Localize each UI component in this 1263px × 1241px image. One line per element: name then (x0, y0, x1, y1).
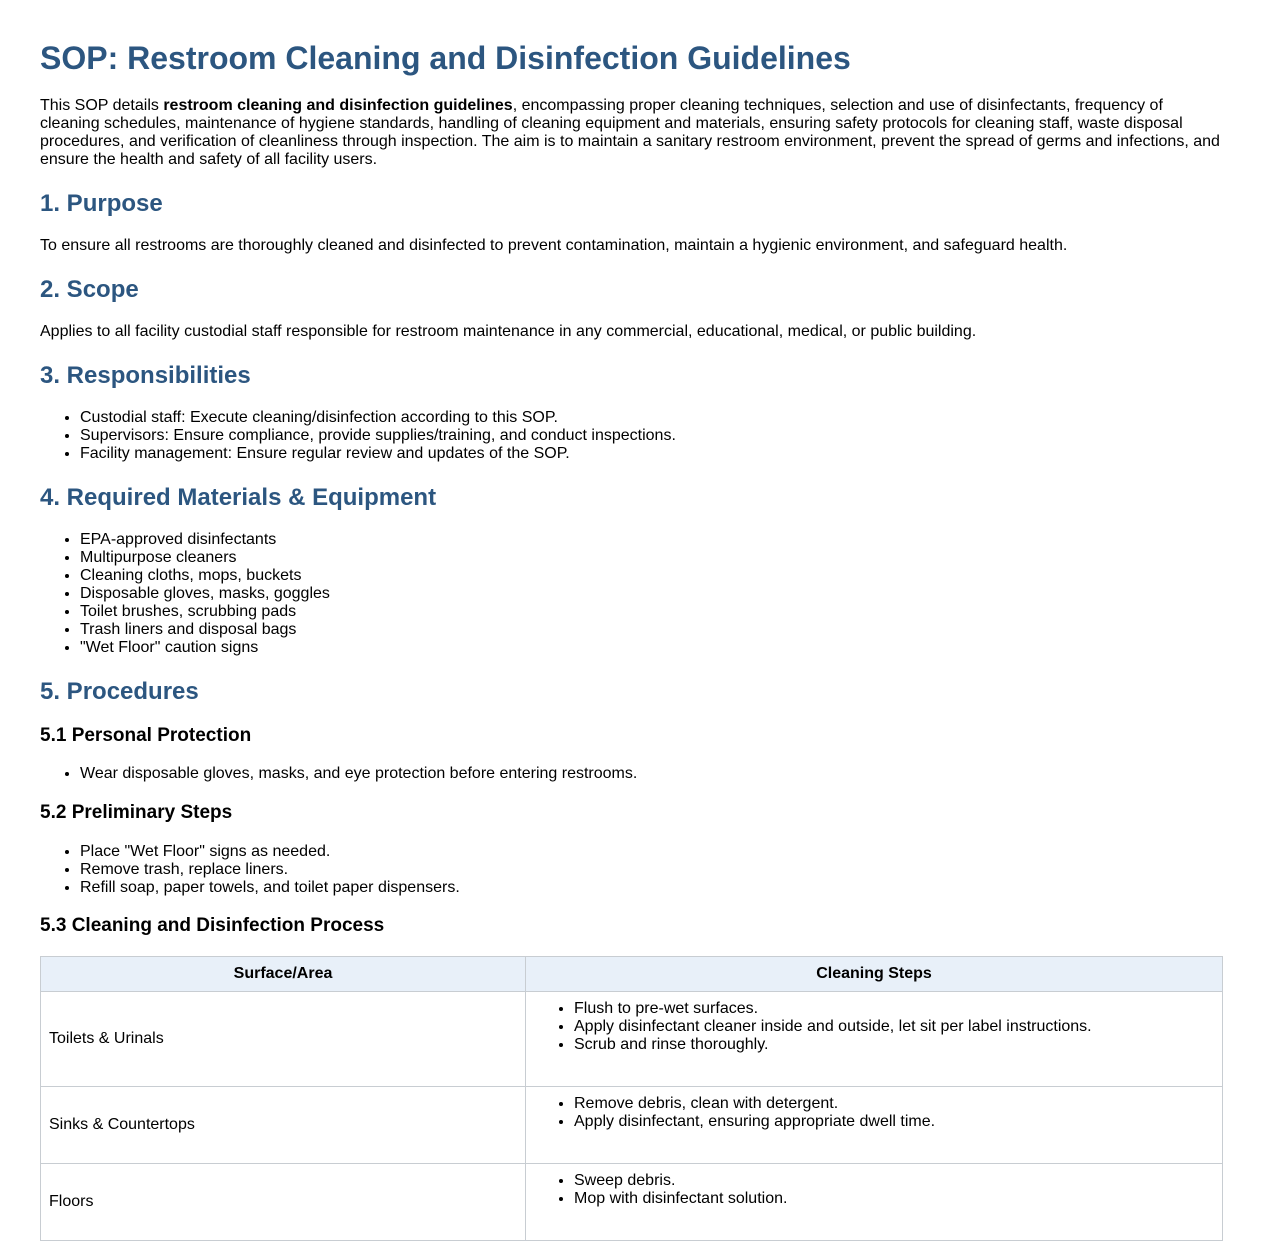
table-row (41, 1087, 1223, 1164)
personal-protection-heading: 5.1 Personal Protection (40, 725, 252, 746)
cleaning-process-heading: 5.3 Cleaning and Disinfection Process (40, 915, 385, 936)
list-item: • Apply disinfectant cleaner inside and outside, let sit per label instructions. (574, 1018, 1214, 1036)
table-row (41, 992, 1223, 1087)
intro-prefix: This SOP details (40, 97, 164, 114)
surface-cell: Floors (41, 1164, 526, 1241)
list-item: • Scrub and rinse thoroughly. (574, 1036, 1214, 1054)
intro-bold: restroom cleaning and disinfection guidelines (163, 97, 513, 114)
scope-heading: 2. Scope (40, 276, 139, 303)
page-title: SOP: Restroom Cleaning and Disinfection Guidelines (40, 40, 851, 76)
materials-list (40, 531, 330, 657)
steps-list (534, 1172, 1214, 1208)
list-item: • Mop with disinfectant solution. (574, 1190, 1214, 1208)
purpose-heading: 1. Purpose (40, 190, 163, 217)
purpose-text: To ensure all restrooms are thoroughly cleaned and disinfected to prevent contamination, maintain a hygienic environment, and safeguard health. (40, 237, 1068, 254)
column-header-steps: Cleaning Steps (526, 957, 1223, 992)
steps-cell (526, 1087, 1223, 1164)
table-header-row (41, 957, 1223, 992)
list-item: • EPA-approved disinfectants (80, 531, 330, 549)
personal-protection-list (40, 765, 637, 783)
list-item: • Flush to pre-wet surfaces. (574, 1000, 1214, 1018)
steps-cell (526, 1164, 1223, 1241)
list-item: • Apply disinfectant, ensuring appropriate dwell time. (574, 1113, 1214, 1131)
list-item: • Cleaning cloths, mops, buckets (80, 567, 330, 585)
materials-heading: 4. Required Materials & Equipment (40, 484, 437, 511)
list-item: • Remove debris, clean with detergent. (574, 1095, 1214, 1113)
list-item: • Custodial staff: Execute cleaning/disinfection according to this SOP. (80, 409, 676, 427)
table-row (41, 1164, 1223, 1241)
preliminary-steps-heading: 5.2 Preliminary Steps (40, 802, 233, 823)
preliminary-steps-list (40, 843, 460, 897)
intro-suffix: , encompassing proper cleaning techniques, selection and use of disinfectants, frequency of cleaning schedules, maintenance of hygiene standards, handling of cleaning equipment and materials, ensuring safety protocols for cleaning staff, waste disposal procedures, and verification of cleanliness through inspection. The aim is to maintain a sanitary restroom environment, prevent the spread of germs and infections, and ensure the health and safety of all facility users. (40, 97, 1220, 168)
list-item: • Trash liners and disposal bags (80, 621, 330, 639)
list-item: • "Wet Floor" caution signs (80, 639, 330, 657)
list-item: • Toilet brushes, scrubbing pads (80, 603, 330, 621)
steps-cell (526, 992, 1223, 1087)
steps-list (534, 1000, 1214, 1054)
responsibilities-heading: 3. Responsibilities (40, 362, 251, 389)
surface-cell: Sinks & Countertops (41, 1087, 526, 1164)
list-item: • Facility management: Ensure regular review and updates of the SOP. (80, 445, 676, 463)
scope-text: Applies to all facility custodial staff responsible for restroom maintenance in any commercial, educational, medical, or public building. (40, 323, 977, 340)
list-item: • Wear disposable gloves, masks, and eye protection before entering restrooms. (80, 765, 637, 783)
intro-paragraph (40, 97, 1223, 169)
surface-cell: Toilets & Urinals (41, 992, 526, 1087)
list-item: • Supervisors: Ensure compliance, provide supplies/training, and conduct inspections. (80, 427, 676, 445)
responsibilities-list (40, 409, 676, 463)
list-item: • Remove trash, replace liners. (80, 861, 460, 879)
list-item: • Sweep debris. (574, 1172, 1214, 1190)
procedures-heading: 5. Procedures (40, 678, 199, 705)
list-item: • Disposable gloves, masks, goggles (80, 585, 330, 603)
cleaning-process-table (40, 956, 1223, 1241)
steps-list (534, 1095, 1214, 1131)
column-header-surface: Surface/Area (41, 957, 526, 992)
list-item: • Multipurpose cleaners (80, 549, 330, 567)
list-item: • Refill soap, paper towels, and toilet paper dispensers. (80, 879, 460, 897)
list-item: • Place "Wet Floor" signs as needed. (80, 843, 460, 861)
